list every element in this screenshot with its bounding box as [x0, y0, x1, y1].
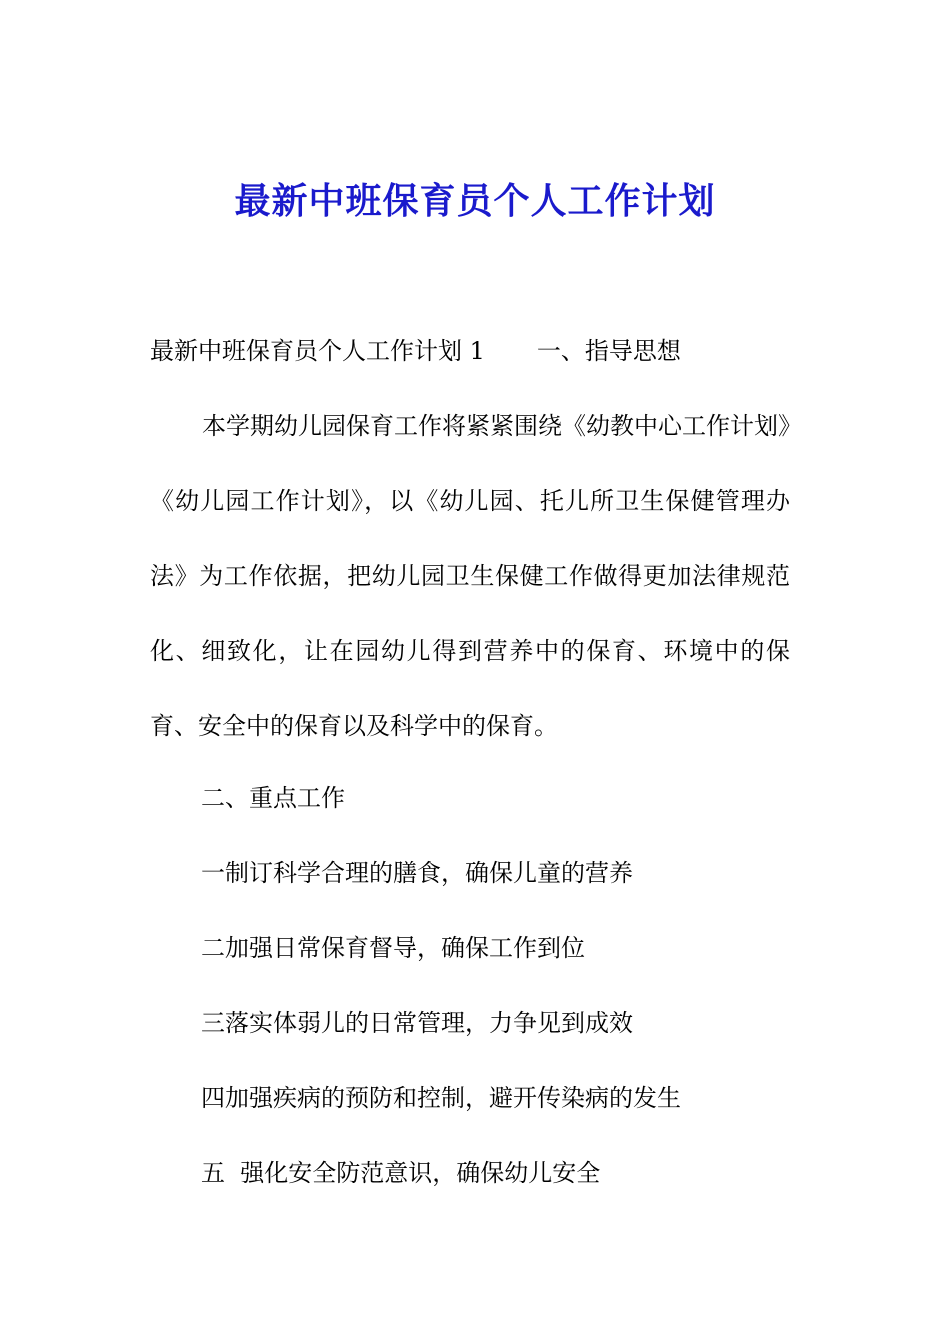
document-title: 最新中班保育员个人工作计划 — [234, 181, 716, 222]
list-item: 五 强化安全防范意识，确保幼儿安全 — [201, 1159, 601, 1187]
intro-line — [150, 333, 681, 369]
section-1-heading: 一、指导思想 — [536, 337, 681, 365]
list-item: 三落实体弱儿的日常管理，力争见到成效 — [201, 1009, 633, 1037]
intro-heading: 最新中班保育员个人工作计划 1 — [150, 337, 485, 365]
paragraph-guiding-thought: 本学期幼儿园保育工作将紧紧围绕《幼教中心工作计划》《幼儿园工作计划》，以《幼儿园、托儿所卫生保健管理办法》为工作依据，把幼儿园卫生保健工作做得更加法律规范化、细致化，让在园幼儿得到营养中的保育、环境中的保育、安全中的保育以及科学中的保育。 — [150, 412, 790, 740]
list-item: 一制订科学合理的膳食，确保儿童的营养 — [201, 859, 633, 887]
list-item: 二加强日常保育督导，确保工作到位 — [201, 934, 585, 962]
section-2-heading: 二、重点工作 — [201, 784, 345, 812]
list-item: 四加强疾病的预防和控制，避开传染病的发生 — [201, 1084, 681, 1112]
